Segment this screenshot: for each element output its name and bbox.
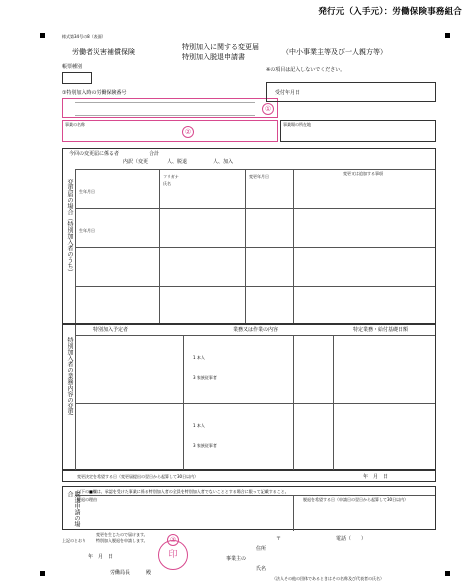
form-sheet (36, 20, 454, 580)
statement-change: 変更を生じたので届けます。 (96, 532, 148, 537)
form-type-label: 帳票種別 (62, 64, 83, 70)
circle-marker-2: ② (182, 126, 194, 138)
breakdown-join: 人、加入 (213, 159, 234, 165)
form-type-field[interactable] (62, 72, 92, 84)
code-family-2: 3 家族従事者 (193, 443, 217, 448)
corner-mark (40, 571, 45, 576)
dono-label: 殿 (146, 570, 152, 576)
note-top: ※の項目は記入しないでください。 (266, 67, 346, 73)
title-left: 労働者災害補償保険 (72, 48, 135, 56)
change-heading: 今回の変更届に係る者 (69, 151, 120, 157)
corner-mark (40, 33, 45, 38)
change-vertical-label: 変更届の場合（特別加入者のうち） (66, 179, 73, 275)
corp-note: （法人その他の団体であるときはその名称及び代表者の氏名） (272, 576, 384, 581)
change-date-row (62, 470, 436, 482)
breakdown-withdraw: 人、脱退 (167, 159, 188, 165)
office-name-field[interactable] (62, 120, 278, 142)
labor-insurance-number-field[interactable] (62, 98, 278, 118)
publisher: 発行元（入手元）：労働保険事務組合 (318, 7, 462, 17)
change-content-label: 変更又は追加する事項 (343, 171, 383, 176)
office-address-field[interactable] (280, 120, 436, 142)
form-title (72, 42, 452, 64)
office-name-label: 事業の名称 (65, 122, 85, 127)
statement-withdraw: 特別加入脱退を申請します。 (96, 538, 148, 543)
office-address-label: 事業場の所在地 (283, 122, 311, 127)
date-fields[interactable]: 年 月 日 (88, 554, 114, 560)
reason-date-label: 変更年月日 (249, 174, 269, 179)
statement-1: 上記のとおり (62, 538, 86, 543)
phone-label[interactable]: 電話（ ） (336, 536, 367, 542)
work-vertical-label: 特別加入者の業務内容の変更 (66, 337, 73, 415)
postal-label[interactable]: 〒 (276, 536, 282, 542)
total-label: 合計 (149, 151, 160, 157)
receipt-date-field[interactable] (266, 82, 436, 102)
birth-label-1: 生年月日 (79, 189, 95, 194)
bureau-label: 労働局長 (110, 570, 131, 576)
code-self-1: 1 本人 (193, 355, 205, 360)
breakdown-label: 内訳（変更 (123, 159, 149, 165)
circle-marker-3: ③ (167, 534, 179, 546)
col-work: 業務又は作業の内容 (233, 327, 279, 333)
furigana-label: フリガナ (163, 174, 179, 179)
withdrawal-date-label: 脱退を希望する日（申請日の翌日から起算して30日以内） (303, 497, 409, 502)
corner-mark (445, 571, 450, 576)
col-specific: 特定業務・給付基礎日額 (353, 327, 409, 333)
work-section (62, 324, 436, 470)
withdrawal-section (62, 486, 436, 530)
col-planned: 特別加入予定者 (93, 327, 129, 333)
title-suffix: （中小事業主等及び一人親方等） (282, 48, 387, 56)
code-family-1: 3 家族従事者 (193, 375, 217, 380)
code-self-2: 1 本人 (193, 423, 205, 428)
receipt-date-label: 受付年月日 (275, 90, 301, 96)
withdrawal-note: 以下の■欄は、承認を受けた事業に係る特別加入者の全員を特別加入者でないこととする場合に限って記載すること。 (77, 489, 289, 494)
labor-insurance-label: ①特別加入時の労働保険番号 (62, 90, 127, 96)
name-label-bottom[interactable]: 氏名 (256, 566, 267, 572)
birth-label-2: 生年月日 (79, 228, 95, 233)
circle-marker-1: ① (262, 103, 274, 115)
title-line2: 特別加入脱退申請書 (182, 53, 245, 61)
withdrawal-reason-label: 脱退の理由 (77, 497, 97, 502)
corner-mark (445, 33, 450, 38)
seal-stamp: 印 (158, 540, 188, 570)
name-label: 氏名 (163, 181, 171, 186)
change-section (62, 148, 436, 324)
change-date-note: 変更決定を希望する日（変更届提出の翌日から起算して30日以内） (77, 474, 199, 479)
withdrawal-vertical: 脱退申請の場合 (66, 491, 80, 527)
title-line1: 特別加入に関する変更届 (182, 43, 259, 51)
form-number: 様式第34号の8（表面） (62, 34, 106, 39)
address-label[interactable]: 住所 (256, 546, 267, 552)
employer-label: 事業主の (226, 556, 247, 562)
change-date-fields[interactable]: 年 月 日 (363, 474, 389, 480)
